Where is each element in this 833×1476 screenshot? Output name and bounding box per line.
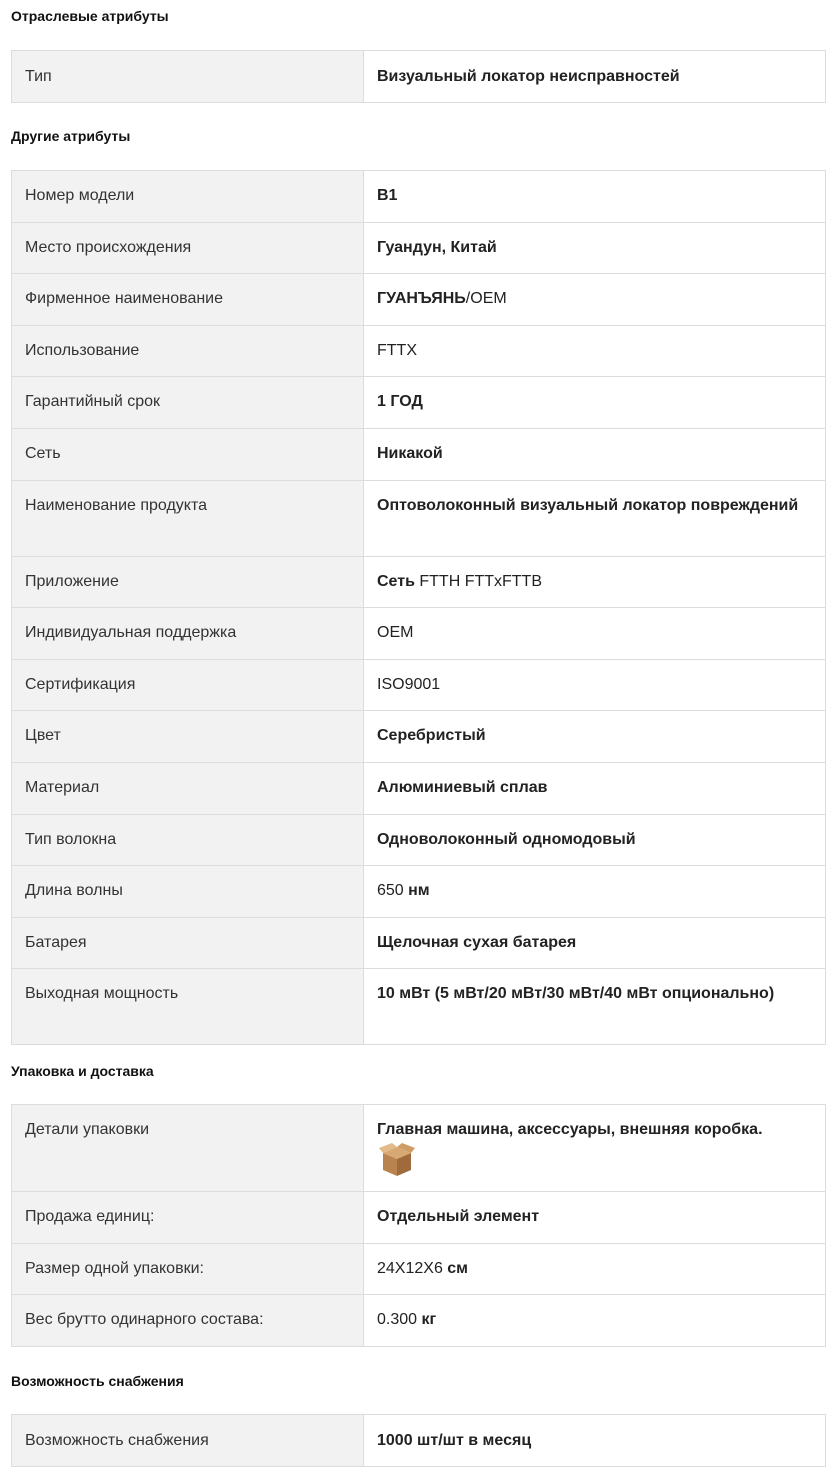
- attr-key: Тип волокна: [12, 814, 364, 866]
- attr-value-rest: 650: [377, 882, 409, 900]
- attr-value-rest: 24X12X6: [377, 1259, 448, 1277]
- attr-value-text: Главная машина, аксессуары, внешняя коробка.: [377, 1121, 763, 1138]
- attr-key: Использование: [12, 325, 364, 377]
- attr-value: [364, 1295, 826, 1347]
- attr-value: Гуандун, Китай: [364, 222, 826, 274]
- attr-value: Щелочная сухая батарея: [364, 917, 826, 969]
- attr-key: Сеть: [12, 428, 364, 480]
- other-attributes-table: [11, 170, 826, 1045]
- section-title-industry: Отраслевые атрибуты: [11, 8, 169, 24]
- attr-value: Алюминиевый сплав: [364, 762, 826, 814]
- attr-key: Размер одной упаковки:: [12, 1243, 364, 1295]
- table-row: [12, 1415, 826, 1467]
- attr-value: Отдельный элемент: [364, 1192, 826, 1244]
- attr-value-bold: см: [447, 1259, 469, 1277]
- attr-key: Детали упаковки: [12, 1105, 364, 1192]
- attr-key: Возможность снабжения: [12, 1415, 364, 1467]
- attr-value: ISO9001: [364, 659, 826, 711]
- attr-value: Оптоволоконный визуальный локатор повреждений: [364, 480, 826, 556]
- attr-key: Батарея: [12, 917, 364, 969]
- attr-value-rest: FTTH FTTxFTTB: [414, 572, 542, 590]
- attr-value: 1 ГОД: [364, 377, 826, 429]
- attr-value: Серебристый: [364, 711, 826, 763]
- section-title-other: Другие атрибуты: [11, 128, 131, 144]
- packaging-table: [11, 1104, 826, 1347]
- attr-value: [364, 274, 826, 326]
- supply-table: [11, 1414, 826, 1467]
- attr-value-rest: /OEM: [465, 290, 507, 308]
- attr-key: Вес брутто одинарного состава:: [12, 1295, 364, 1347]
- attr-value: OEM: [364, 608, 826, 660]
- attr-value: Одноволоконный одномодовый: [364, 814, 826, 866]
- table-row: [12, 51, 826, 103]
- table-row: [12, 917, 826, 969]
- industry-attributes-table: [11, 50, 826, 103]
- attr-key: Длина волны: [12, 866, 364, 918]
- table-row: [12, 762, 826, 814]
- attr-value: Визуальный локатор неисправностей: [364, 51, 826, 103]
- table-row: [12, 814, 826, 866]
- attr-key: Номер модели: [12, 171, 364, 223]
- table-row: [12, 222, 826, 274]
- attr-key: Материал: [12, 762, 364, 814]
- attr-value: Никакой: [364, 428, 826, 480]
- attr-value: FTTX: [364, 325, 826, 377]
- table-row: [12, 377, 826, 429]
- attr-key: Фирменное наименование: [12, 274, 364, 326]
- table-row: [12, 711, 826, 763]
- table-row: [12, 969, 826, 1045]
- attr-value: 1000 шт/шт в месяц: [364, 1415, 826, 1467]
- attr-key: Приложение: [12, 556, 364, 608]
- section-title-packaging: Упаковка и доставка: [11, 1063, 154, 1079]
- table-row: [12, 274, 826, 326]
- table-row: [12, 1105, 826, 1192]
- attr-key: Наименование продукта: [12, 480, 364, 556]
- attr-value-bold: нм: [408, 882, 430, 900]
- attr-key: Сертификация: [12, 659, 364, 711]
- attr-key: Тип: [12, 51, 364, 103]
- table-row: [12, 556, 826, 608]
- table-row: [12, 1192, 826, 1244]
- attr-key: Цвет: [12, 711, 364, 763]
- attr-value-bold: Сеть: [377, 572, 415, 590]
- attr-value: 10 мВт (5 мВт/20 мВт/30 мВт/40 мВт опционально): [364, 969, 826, 1045]
- attr-value-rest: 0.300: [377, 1311, 422, 1329]
- attr-key: Место происхождения: [12, 222, 364, 274]
- table-row: [12, 608, 826, 660]
- table-row: [12, 866, 826, 918]
- cardboard-box-icon: [377, 1143, 812, 1185]
- table-row: [12, 428, 826, 480]
- attr-value: [364, 1243, 826, 1295]
- attr-value: [364, 866, 826, 918]
- attr-value-bold: ГУАНЪЯНЬ: [377, 290, 466, 308]
- table-row: [12, 171, 826, 223]
- section-title-supply: Возможность снабжения: [11, 1373, 184, 1389]
- attr-value-bold: кг: [421, 1311, 437, 1329]
- table-row: [12, 1243, 826, 1295]
- attr-key: Индивидуальная поддержка: [12, 608, 364, 660]
- attr-key: Продажа единиц:: [12, 1192, 364, 1244]
- table-row: [12, 325, 826, 377]
- table-row: [12, 1295, 826, 1347]
- table-row: [12, 480, 826, 556]
- attr-key: Гарантийный срок: [12, 377, 364, 429]
- table-row: [12, 659, 826, 711]
- attr-key: Выходная мощность: [12, 969, 364, 1045]
- attr-value: B1: [364, 171, 826, 223]
- attr-value: [364, 556, 826, 608]
- attr-value: [364, 1105, 826, 1192]
